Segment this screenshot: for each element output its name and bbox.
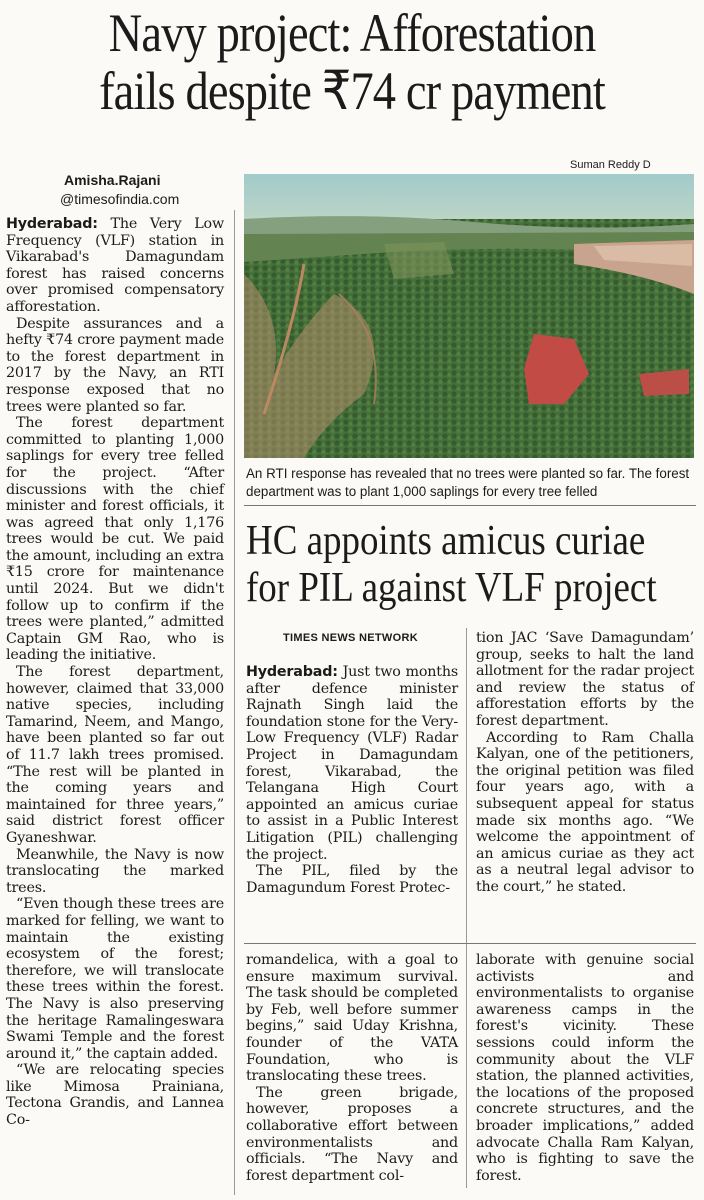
story2-dateline: Hyderabad: (246, 664, 338, 680)
story1-paragraph: The forest department committed to planting 1,000 saplings for every tree felled for the project. “After discussions with the chief minister and forest officials, it was agreed that only 1,176 trees would be cut. We paid the amount, including an extra ₹15 crore for maintenance until 2024. But we didn't follow up to confirm if the trees were planted,” admitted Captain GM Rao, who is leading the initiative. (6, 415, 224, 664)
story1-lead: The Very Low Frequency (VLF) station in Vikarabad's Damagundam forest has raised concerns over promised compensatory afforestation. (6, 216, 224, 315)
byline-email: @timesofindia.com (60, 191, 180, 207)
story1-paragraph: “Even though these trees are marked for felling, we want to maintain the existing ecosystem of the forest; therefore, we will translocate these trees within the forest. The Navy is also preserving the heritage Ramalingeswara Swami Temple and the forest around it,” the captain added. (6, 896, 224, 1062)
story2-column-right (476, 630, 694, 896)
story1-paragraph: The forest department, however, claimed that 33,000 native species, including Tamarind, Neem, and Mango, have been planted so far out of 11.7 lakh trees promised. “The rest will be planted in the coming years and maintained for three years,” said district forest officer Gyaneshwar. (6, 664, 224, 846)
aerial-forest-photo (244, 174, 694, 458)
section-divider (244, 505, 696, 506)
story1-dateline: Hyderabad: (6, 216, 98, 232)
headline-line-1: Navy project: Afforestation (108, 3, 596, 63)
story2-paragraph: The PIL, filed by the Damagundum Forest Protec- (246, 863, 458, 896)
story2-paragraph: According to Ram Challa Kalyan, one of the petitioners, the original petition was filed four years ago, with a subsequent appeal for status made six months ago. “We welcome the appointment of an amicus curiae as they act as a neutral legal advisor to the court,” he stated. (476, 729, 694, 895)
story2-headline (246, 518, 697, 612)
story1-paragraph: “We are relocating species like Mimosa Prainiana, Tectona Grandis, and Lannea Co- (6, 1062, 224, 1129)
main-headline (49, 4, 654, 120)
story2-headline-line-1: HC appoints amicus curiae (246, 518, 646, 564)
story1-paragraph: Despite assurances and a hefty ₹74 crore payment made to the forest department in 2017 by the Navy, an RTI response exposed that no trees were planted so far. (6, 315, 224, 415)
aerial-forest-image (244, 174, 694, 458)
story2-headline-line-2: for PIL against VLF project (246, 565, 657, 611)
byline-author: Amisha.Rajani (64, 172, 161, 188)
story2-column-left (246, 664, 458, 896)
story1-paragraph: Meanwhile, the Navy is now translocating the marked trees. (6, 846, 224, 896)
story1-paragraph: The green brigade, however, proposes a collaborative effort between environmentalists and officials. “The Navy and forest department col- (246, 1084, 458, 1184)
column-divider-2 (466, 628, 467, 1188)
story1-column-left (6, 216, 224, 1129)
story2-lead: Just two months after defence minister Rajnath Singh laid the foundation stone for the Very-Low Frequency (VLF) Radar Project in Damagundam forest, Vikarabad, the Telangana High Court appointed an amicus curiae to assist in a Public Interest Litigation (PIL) challenging the project. (246, 664, 458, 863)
photo-caption: An RTI response has revealed that no trees were planted so far. The forest department was to plant 1,000 saplings for every tree felled (246, 466, 690, 499)
story1-continuation: laborate with genuine social activists and environmentalists to organise awareness camps in the forest's vicinity. These sessions could inform the community about the VLF station, the planned activities, the locations of the proposed concrete structures, and the broader implications,” added advocate Challa Ram Kalyan, who is fighting to save the forest. (476, 952, 694, 1184)
story1-column-right (476, 952, 694, 1184)
headline-line-2: fails despite ₹74 cr payment (99, 61, 605, 121)
story1-continuation: romandelica, with a goal to ensure maximum survival. The task should be completed by Feb, well before summer begins,” said Uday Krishna, founder of the VATA Foundation, who is translocating these trees. (246, 952, 458, 1085)
story1-column-middle (246, 952, 458, 1184)
column-divider (234, 210, 235, 1195)
section-divider-2 (244, 943, 696, 944)
photo-credit: Suman Reddy D (570, 159, 651, 171)
story2-continuation: tion JAC ‘Save Damagundam’ group, seeks to halt the land allotment for the radar project and review the status of afforestation efforts by the forest department. (476, 630, 694, 729)
agency-credit: TIMES NEWS NETWORK (283, 632, 418, 644)
